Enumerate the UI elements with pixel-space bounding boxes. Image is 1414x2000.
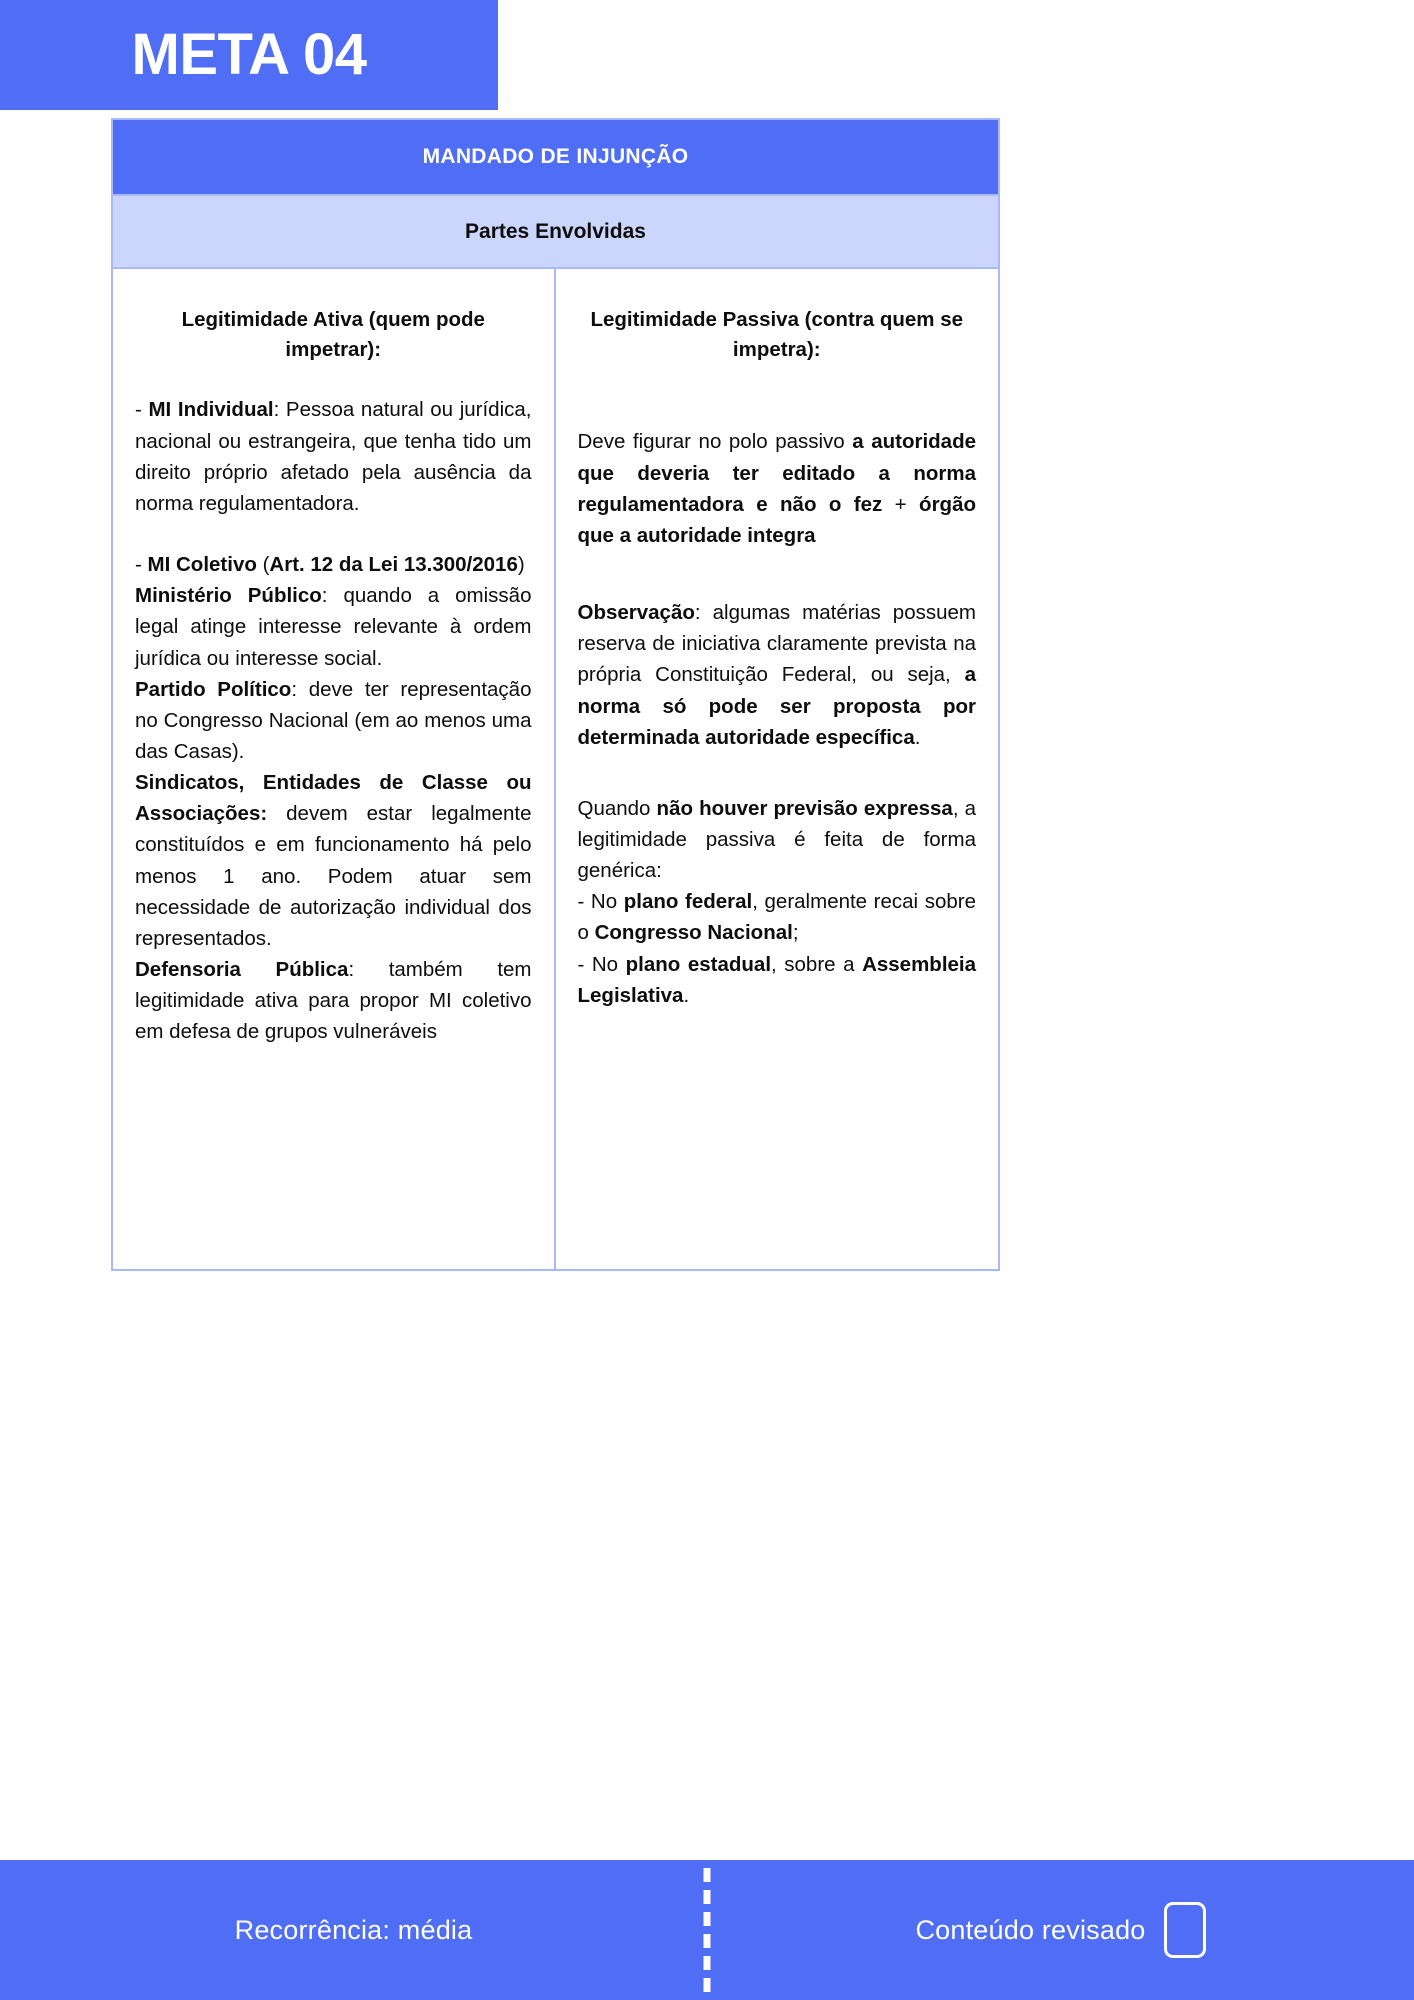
footer-recurrence-label: Recorrência: média bbox=[234, 1914, 473, 1945]
footer-dashed-divider bbox=[704, 1868, 711, 1992]
columns-container bbox=[113, 269, 998, 1269]
ativa-paragraph-individual: - MI Individual: Pessoa natural ou jurídica, nacional ou estrangeira, que tenha tido um direito próprio afetado pela ausência da norma regulamentadora. bbox=[135, 398, 532, 515]
card-title: MANDADO DE INJUNÇÃO bbox=[422, 145, 689, 168]
passiva-paragraph-autoridade: Deve figurar no polo passivo a autoridade que deveria ter editado a norma regulamentadora e não o fez + órgão que a autoridade integra bbox=[577, 430, 977, 547]
footer-bar bbox=[0, 1860, 1414, 2000]
passiva-paragraph-generica: Quando não houver previsão expressa, a legitimidade passiva é feita de forma genérica: - No plano federal, geralmente recai sobre o Congresso Nacional; - No plano estadual, sobre a Assembleia Legislativa. bbox=[577, 796, 977, 1007]
meta-banner-label: META 04 bbox=[131, 22, 367, 87]
card-subtitle: Partes Envolvidas bbox=[465, 219, 646, 243]
footer-recurrence bbox=[0, 1860, 707, 2000]
ativa-paragraph-coletivo: - MI Coletivo (Art. 12 da Lei 13.300/2016) Ministério Público: quando a omissão legal atinge interesse relevante à ordem jurídica ou interesse social. Partido Político: deve ter representação no Congresso Nacional (em ao menos uma das Casas). Sindicatos, Entidades de Classe ou Associações: devem estar legalmente constituídos e em funcionamento há pelo menos 1 ano. Podem atuar sem necessidade de autorização individual dos representados. Defensoria Pública: também tem legitimidade ativa para propor MI coletivo em defesa de grupos vulneráveis bbox=[135, 553, 532, 1044]
meta-banner bbox=[0, 0, 498, 110]
card-subtitle-bar bbox=[113, 196, 998, 269]
column-heading-passiva: Legitimidade Passiva (contra quem se impetra): bbox=[590, 308, 964, 361]
footer-reviewed bbox=[707, 1860, 1414, 2000]
content-card bbox=[111, 118, 1000, 1271]
passiva-paragraph-observacao: Observação: algumas matérias possuem reserva de iniciativa claramente prevista na própria Constituição Federal, ou seja, a norma só pode ser proposta por determinada autoridade específica. bbox=[577, 601, 976, 749]
column-legitimidade-ativa bbox=[113, 269, 556, 1269]
card-title-bar bbox=[113, 120, 998, 196]
column-heading-ativa: Legitimidade Ativa (quem pode impetrar): bbox=[181, 308, 485, 361]
column-legitimidade-passiva bbox=[556, 269, 999, 1269]
reviewed-checkbox[interactable] bbox=[1164, 1902, 1206, 1958]
footer-reviewed-label: Conteúdo revisado bbox=[915, 1914, 1146, 1945]
